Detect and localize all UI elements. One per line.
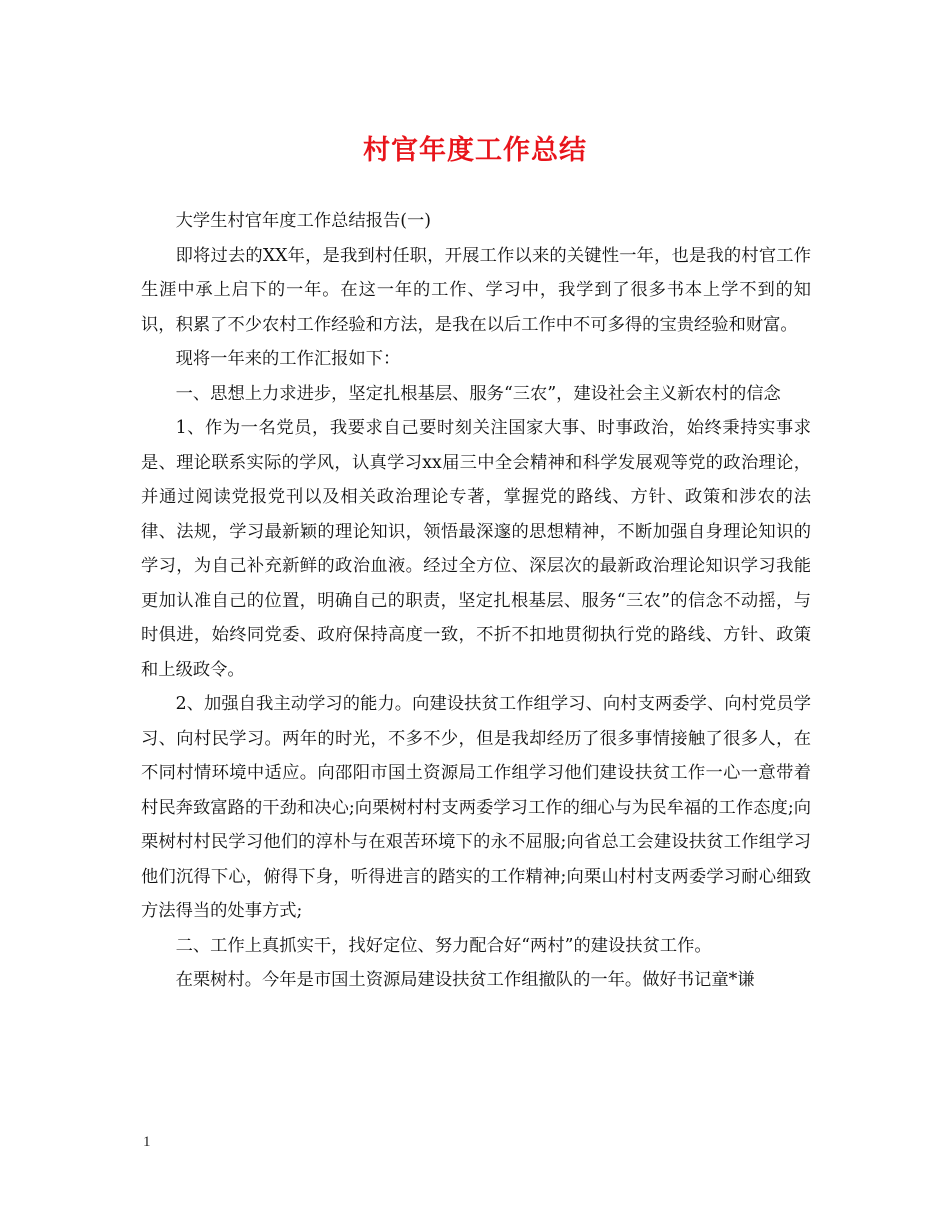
paragraph-section-two-heading: 二、工作上真抓实干，找好定位、努力配合好“两村”的建设扶贫工作。 [175, 935, 712, 956]
paragraph-section-one-heading: 一、思想上力求进步，坚定扎根基层、服务“三农”，建设社会主义新农村的信念 [175, 383, 781, 404]
paragraph-section-two-body: 在栗树村。今年是市国土资源局建设扶贫工作组撤队的一年。做好书记童*谦 [175, 970, 755, 990]
paragraph-item-one: 1、作为一名党员，我要求自己要时刻关注国家大事、时事政治，始终秉持实事求是、理论联系实际的学风，认真学习xx届三中全会精神和科学发展观等党的政治理论，并通过阅读党报党刊以及相关政治理论专著，掌握党的路线、方针、政策和涉农的法律、法规，学习最新颖的理论知识，领悟最深邃的思想精神，不断加强自身理论知识的学习，为自己补充新鲜的政治血液。经过全方位、深层次的最新政治理论知识学习我能更加认准自己的位置，明确自己的职责，坚定扎根基层、服务“三农”的信念不动摇，与时俱进，始终同党委、政府保持高度一致，不折不扣地贯彻执行党的路线、方针、政策和上级政令。 [141, 418, 811, 680]
document-body [141, 204, 811, 998]
page-number: 1 [143, 1134, 151, 1150]
paragraph-report-lead: 现将一年来的工作汇报如下： [175, 349, 401, 369]
paragraph-item-two: 2、加强自我主动学习的能力。向建设扶贫工作组学习、向村支两委学、向村党员学习、向村民学习。两年的时光，不多不少，但是我却经历了很多事情接触了很多人，在不同村情环境中适应。向邵阳市国土资源局工作组学习他们建设扶贫工作一心一意带着村民奔致富路的干劲和决心;向栗树村村支两委学习工作的细心与为民牟福的工作态度;向栗树村村民学习他们的淳朴与在艰苦环境下的永不屈服;向省总工会建设扶贫工作组学习他们沉得下心，俯得下身，听得进言的踏实的工作精神;向栗山村村支两委学习耐心细致方法得当的处事方式; [141, 694, 811, 921]
paragraph-intro: 即将过去的XX年，是我到村任职，开展工作以来的关键性一年，也是我的村官工作生涯中承上启下的一年。在这一年的工作、学习中，我学到了很多书本上学不到的知识，积累了不少农村工作经验和方法，是我在以后工作中不可多得的宝贵经验和财富。 [141, 245, 811, 335]
paragraph-report-heading: 大学生村官年度工作总结报告(一) [175, 211, 432, 231]
document-title: 村官年度工作总结 [363, 135, 587, 166]
